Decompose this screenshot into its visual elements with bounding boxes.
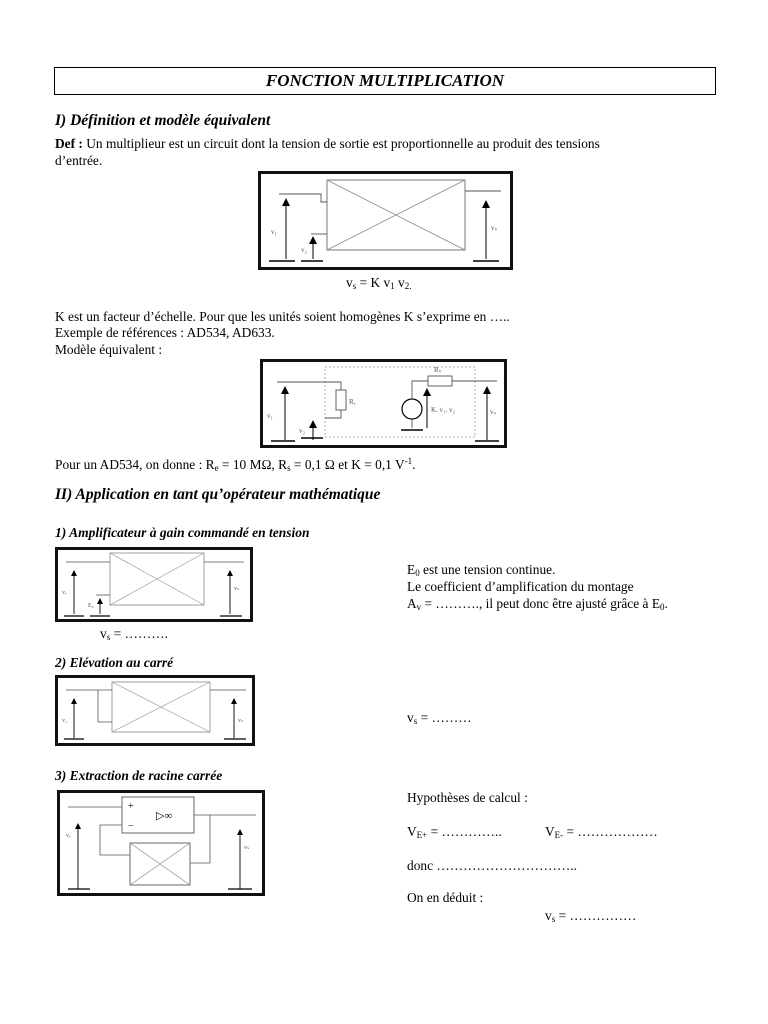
equivalent-model-figure bbox=[260, 359, 507, 448]
sub1-line1: $E_0$ est une tension continue. bbox=[407, 562, 556, 578]
section2-heading: II) Application en tant qu’opérateur mathématique bbox=[55, 486, 381, 503]
sub3-heading: 3) Extraction de racine carrée bbox=[55, 768, 223, 783]
def-label: Def : bbox=[55, 136, 83, 151]
sqrt-figure bbox=[57, 790, 265, 896]
svg-text:vₑ: vₑ bbox=[66, 833, 71, 839]
sub2-heading: 2) Elévation au carré bbox=[55, 655, 174, 670]
sub2-vs: $v_s$ = ……… bbox=[407, 710, 472, 726]
fig2-v1-label: v₁ bbox=[267, 412, 273, 420]
sub3-deduit: On en déduit : bbox=[407, 890, 484, 905]
sub1-line3: $A_v$ = ………., il peut donc être ajusté grâce à $E_0$. bbox=[407, 596, 668, 612]
sub3-vs: $v_s$ = …………… bbox=[545, 908, 637, 924]
model-text: Modèle équivalent : bbox=[55, 342, 163, 357]
svg-text:vₑ: vₑ bbox=[62, 590, 67, 596]
definition-line-1 bbox=[55, 136, 600, 152]
sub1-line2: Le coefficient d’amplification du montage bbox=[407, 579, 634, 594]
square-figure bbox=[55, 675, 255, 746]
fig2-kv-label: K. v₁. v₂ bbox=[431, 406, 455, 414]
section1-heading: I) Définition et modèle équivalent bbox=[55, 112, 271, 129]
multiplier-figure bbox=[258, 171, 513, 270]
def-text-1: Un multiplieur est un circuit dont la tension de sortie est proportionnelle au produit des tensions bbox=[82, 136, 600, 151]
fig1-vs-label: vₛ bbox=[491, 224, 498, 232]
svg-text:+: + bbox=[128, 801, 134, 812]
ad534-values: Pour un AD534, on donne : $R_e = 10$ MΩ, $R_s = 0,1$ Ω et K = 0,1 $V^{-1}$. bbox=[55, 456, 416, 473]
gain-control-figure bbox=[55, 547, 253, 622]
svg-text:−: − bbox=[128, 821, 134, 832]
sub3-ve-minus: $V_{E-}$ = ……………… bbox=[545, 824, 658, 840]
example-text: Exemple de références : AD534, AD633. bbox=[55, 325, 275, 340]
fig1-v1-label: v₁ bbox=[271, 228, 277, 236]
svg-text:v₁: v₁ bbox=[62, 718, 68, 724]
fig2-re-label: Rₑ bbox=[349, 398, 356, 406]
svg-text:E₀: E₀ bbox=[88, 603, 94, 609]
fig2-rs-label: Rₛ bbox=[434, 366, 442, 374]
svg-text:vₛ: vₛ bbox=[234, 586, 240, 592]
sub1-heading: 1) Amplificateur à gain commandé en tension bbox=[55, 525, 310, 540]
sub3-donc: donc ………………………….. bbox=[407, 858, 577, 873]
definition-line-2: d’entrée. bbox=[55, 153, 103, 168]
fig1-v2-label: v₂ bbox=[301, 246, 307, 254]
k-text: K est un facteur d’échelle. Pour que les unités soient homogènes K s’exprime en ….. bbox=[55, 309, 510, 324]
fig2-vs-label: vₛ bbox=[490, 408, 497, 416]
sub3-ve-plus: $V_{E+}$ = ………….. bbox=[407, 824, 502, 840]
fig2-v2-label: v₂ bbox=[299, 427, 305, 435]
svg-text:vₛ: vₛ bbox=[244, 845, 250, 851]
svg-text:▷∞: ▷∞ bbox=[156, 810, 173, 822]
svg-text:vₛ: vₛ bbox=[238, 718, 244, 724]
multiplier-formula: $v_s = K$ $v_1$ $v_{2.}$ bbox=[346, 275, 412, 291]
sub3-hypotheses: Hypothèses de calcul : bbox=[407, 790, 528, 805]
page-title: FONCTION MULTIPLICATION bbox=[265, 71, 505, 90]
title-box bbox=[54, 67, 716, 95]
sub1-vs: $v_s$ = ………. bbox=[100, 626, 168, 642]
